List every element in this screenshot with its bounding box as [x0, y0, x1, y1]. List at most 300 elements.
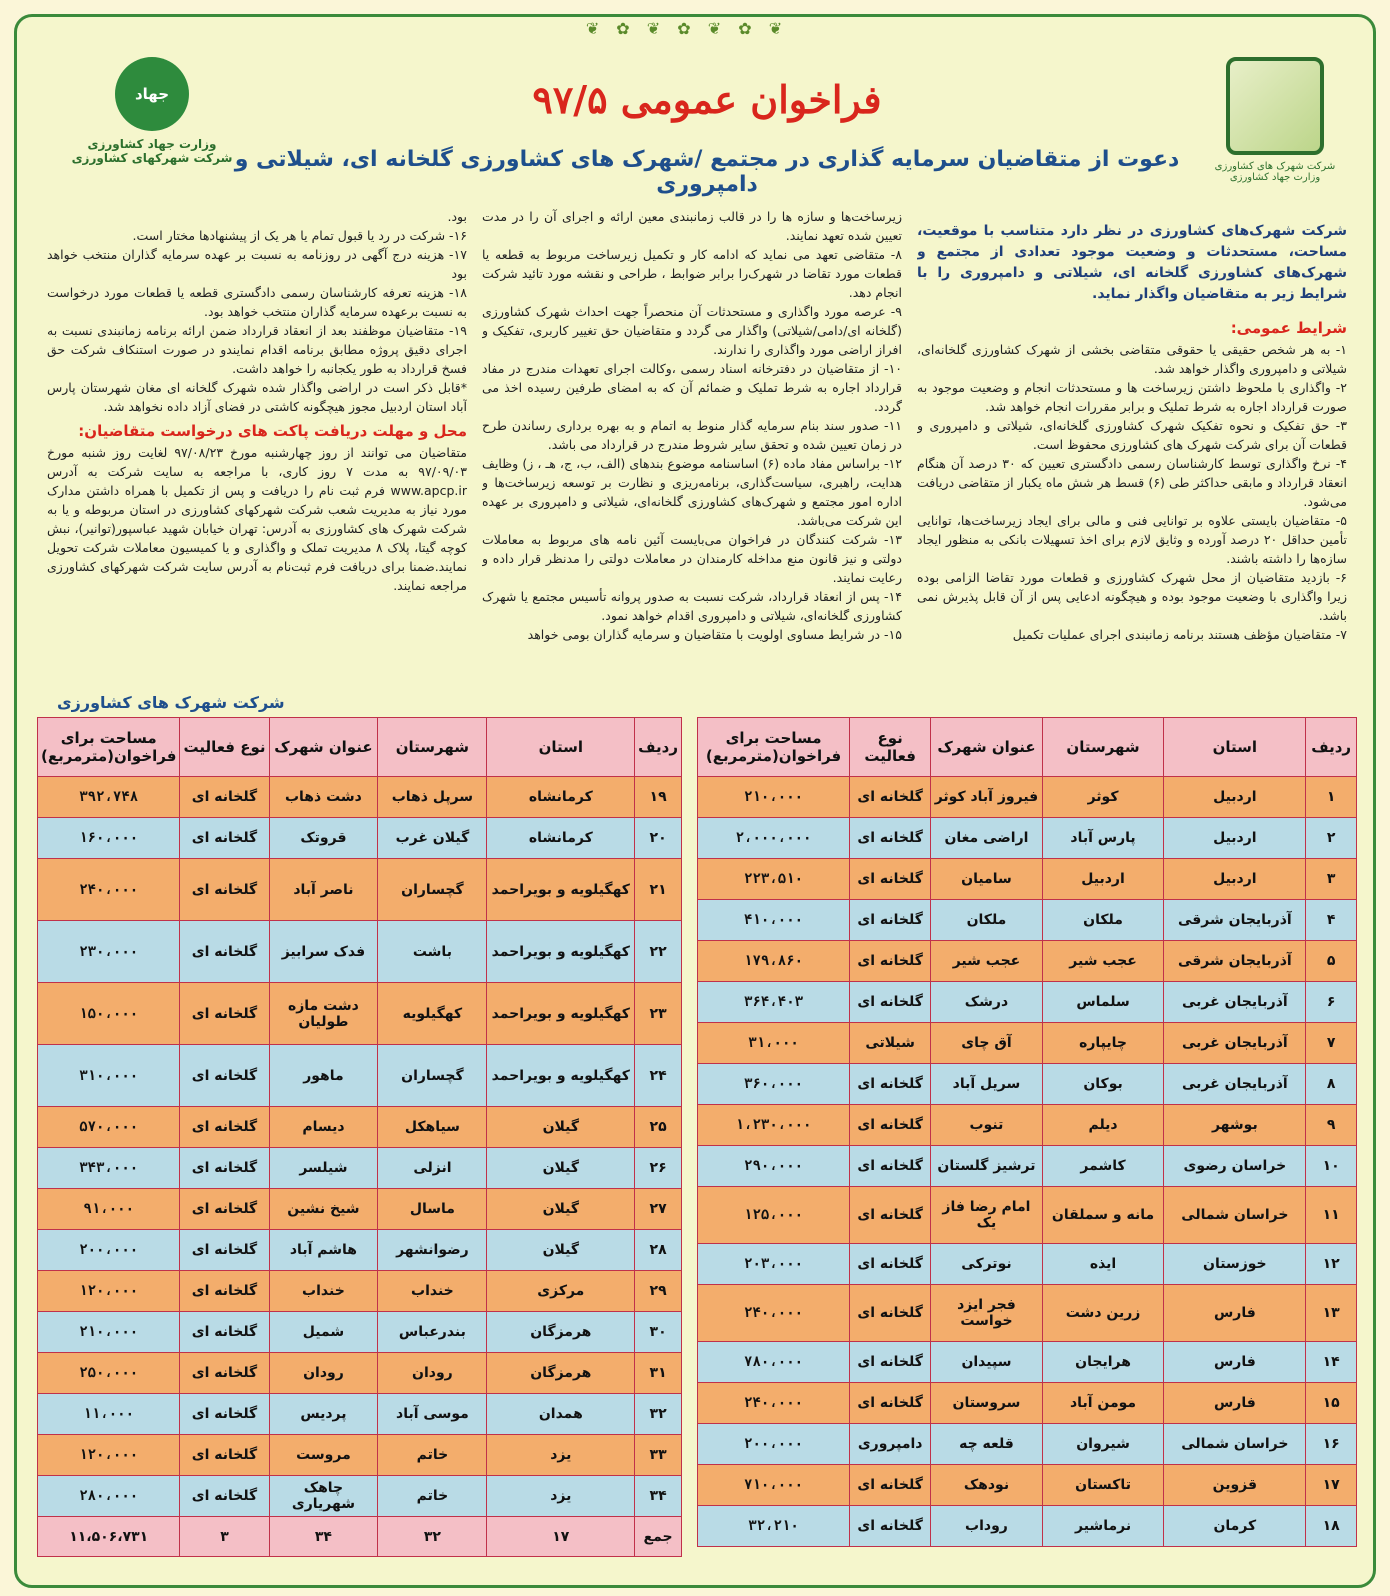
table-cell: عجب شیر — [1042, 941, 1164, 982]
table-cell: گلخانه ای — [180, 1189, 269, 1230]
table-cell: مرکزی — [487, 1271, 635, 1312]
table-cell: ۱۸ — [1306, 1506, 1357, 1547]
column-header: ردیف — [635, 718, 682, 777]
table-row — [38, 1271, 682, 1312]
table-row — [698, 1244, 1357, 1285]
condition-item: ۱۱- صدور سند بنام سرمایه گذار منوط به اتمام و به بهره برداری رساندن طرح در زمان تعیین شده و تحقق سایر شروط مندرج در قرارداد می باشد. — [482, 418, 902, 452]
table-cell: ۳۶۰،۰۰۰ — [698, 1064, 850, 1105]
table-cell: ۱۱ — [1306, 1187, 1357, 1244]
table-cell: گلخانه ای — [850, 1146, 931, 1187]
general-conditions-title: شرایط عمومی: — [1230, 319, 1347, 337]
towns-table-right — [697, 717, 1357, 1547]
table-cell: پارس آباد — [1042, 818, 1164, 859]
table-header-row — [698, 718, 1357, 777]
table-cell: ۲،۰۰۰،۰۰۰ — [698, 818, 850, 859]
table-cell: شیلسر — [269, 1148, 378, 1189]
table-cell: ۲۳۰،۰۰۰ — [38, 921, 180, 983]
table-cell: ۳ — [1306, 859, 1357, 900]
table-cell: گلخانه ای — [180, 983, 269, 1045]
table-row — [698, 1424, 1357, 1465]
table-cell: ۲۷ — [635, 1189, 682, 1230]
table-cell: ۲۴۰،۰۰۰ — [698, 1285, 850, 1342]
table-cell: سلماس — [1042, 982, 1164, 1023]
table-row — [38, 1312, 682, 1353]
page-title: فراخوان عمومی ۹۷/۵ — [532, 77, 882, 122]
table-cell: ۱۲۰،۰۰۰ — [38, 1271, 180, 1312]
table-cell: گلخانه ای — [180, 1435, 269, 1476]
table-cell: سروستان — [931, 1383, 1043, 1424]
table-cell: گلخانه ای — [850, 1105, 931, 1146]
table-cell: ۵۷۰،۰۰۰ — [38, 1107, 180, 1148]
table-cell: ۲۰۰،۰۰۰ — [38, 1230, 180, 1271]
table-cell: ۳۲،۲۱۰ — [698, 1506, 850, 1547]
table-cell: ۲۴ — [635, 1045, 682, 1107]
table-cell: ۲۵۰،۰۰۰ — [38, 1353, 180, 1394]
logo-right-caption: شرکت شهرک های کشاورزی وزارت جهاد کشاورزی — [1214, 161, 1336, 183]
table-cell: شیخ نشین — [269, 1189, 378, 1230]
table-cell: ۲۱۰،۰۰۰ — [38, 1312, 180, 1353]
column-header: نوع فعالیت — [850, 718, 931, 777]
table-cell: ۳۱،۰۰۰ — [698, 1023, 850, 1064]
table-row — [38, 1394, 682, 1435]
table-cell: سیاهکل — [378, 1107, 487, 1148]
table-row — [698, 1285, 1357, 1342]
table-cell: تاکستان — [1042, 1465, 1164, 1506]
table-cell: گیلان غرب — [378, 818, 487, 859]
table-cell: ۲۲ — [635, 921, 682, 983]
condition-item: ۱۶- شرکت در رد یا قبول تمام یا هر یک از پیشنهادها مختار است. — [132, 228, 467, 243]
table-cell: دشت ذهاب — [269, 777, 378, 818]
table-cell: ۳۹۲،۷۴۸ — [38, 777, 180, 818]
table-cell: انزلی — [378, 1148, 487, 1189]
table-cell: قلعه چه — [931, 1424, 1043, 1465]
table-cell: کوثر — [1042, 777, 1164, 818]
submission-instructions: متقاضیان می توانند از روز چهارشنبه مورخ ۹۷/۰۸/۲۳ لغایت روز شنبه مورخ ۹۷/۰۹/۰۳ به مدت ۷ روز کاری، با مراجعه به سایت شرکت به آدرس www.apcp.ir فرم ثبت نام را دریافت و پس از تکمیل با همراه داشتن مدارک مورد نیاز به مدیریت شعب شرکت شهرکهای کشاورزی در استان مربوطه و یا به شرکت شهرک های کشاورزی به آدرس: تهران خیابان شهید عباسپور(توانیر)، نبش کوچه گیتا، پلاک ۸ مدیریت تملک و واگذاری و یا کمیسیون معاملات شرکت تحویل نمایند.ضمنا برای دریافت فرم ثبت‌نام به آدرس سایت شرکت شهرکهای کشاورزی مراجعه نمایند. — [47, 445, 467, 593]
table-cell: ۱۶۰،۰۰۰ — [38, 818, 180, 859]
table-cell: ۳۴ — [635, 1476, 682, 1517]
table-row — [38, 818, 682, 859]
table-row — [38, 1230, 682, 1271]
table-cell: خاتم — [378, 1435, 487, 1476]
table-row — [698, 900, 1357, 941]
table-cell: اردبیل — [1164, 859, 1306, 900]
table-row — [38, 1189, 682, 1230]
table-cell: ۱۹ — [635, 777, 682, 818]
condition-item: ۶- بازدید متقاضیان از محل شهرک کشاورزی و قطعات مورد تقاضا الزامی بوده زیرا واگذاری با وضعیت موجود بوده و هیچگونه ادعایی پس از آن قابل پذیرش نمی باشد. — [917, 570, 1347, 623]
table-cell: گیلان — [487, 1230, 635, 1271]
logo-left-caption-2: شرکت شهرکهای کشاورزی — [71, 151, 233, 165]
table-cell: ناصر آباد — [269, 859, 378, 921]
table-cell: شیلاتی — [850, 1023, 931, 1064]
table-cell: امام رضا فاز یک — [931, 1187, 1043, 1244]
table-cell: گچساران — [378, 1045, 487, 1107]
table-cell: ۴ — [1306, 900, 1357, 941]
table-cell: فدک سرابیز — [269, 921, 378, 983]
table-cell: ۲۴۰،۰۰۰ — [698, 1383, 850, 1424]
table-cell: گچساران — [378, 859, 487, 921]
agricultural-towns-logo — [1205, 57, 1345, 207]
table-cell: باشت — [378, 921, 487, 983]
table-cell: ۱۵۰،۰۰۰ — [38, 983, 180, 1045]
table-cell: گلخانه ای — [180, 1045, 269, 1107]
table-cell: ماهور — [269, 1045, 378, 1107]
condition-item: ۱۸- هزینه تعرفه کارشناسان رسمی دادگستری قطعه یا قطعات مورد درخواست به نسبت برعهده سرمایه گذاران منتخب خواهد بود. — [47, 285, 467, 319]
table-cell: گلخانه ای — [850, 1285, 931, 1342]
condition-item: ۱۹- متقاضیان موظفند بعد از انعقاد قرارداد ضمن ارائه برنامه زمانبندی نسبت به اجرای دقیق پروژه مطابق برنامه اقدام نمایندو در صورت استنکاف شرکت حق فسخ قرارداد به طور یکجانبه را خواهد داشت. — [47, 323, 467, 376]
condition-item: ۹- عرصه مورد واگذاری و مستحدثات آن منحصراً جهت احداث شهرک کشاورزی (گلخانه ای/دامی/شیلاتی) واگذار می گردد و متقاضیان حق تغییر کاربری، تفکیک و افراز اراضی مورد واگذاری را ندارند. — [482, 304, 902, 357]
table-cell: ۵ — [1306, 941, 1357, 982]
table-cell: ۶ — [1306, 982, 1357, 1023]
table-cell: رودان — [378, 1353, 487, 1394]
table-cell: ۲۱۰،۰۰۰ — [698, 777, 850, 818]
column-middle — [482, 207, 902, 717]
table-cell: سرپل ذهاب — [378, 777, 487, 818]
table-cell: ۱۲ — [1306, 1244, 1357, 1285]
table-row — [698, 1506, 1357, 1547]
table-cell: گلخانه ای — [850, 1342, 931, 1383]
table-cell: آذربایجان غربی — [1164, 1064, 1306, 1105]
table-cell: فیروز آباد کوثر — [931, 777, 1043, 818]
table-row — [38, 777, 682, 818]
table-cell: چایپاره — [1042, 1023, 1164, 1064]
table-total-row — [38, 1517, 682, 1557]
table-cell: کرمانشاه — [487, 777, 635, 818]
table-cell: ۱ — [1306, 777, 1357, 818]
table-cell: گلخانه ای — [850, 777, 931, 818]
table-cell: نرماشیر — [1042, 1506, 1164, 1547]
table-cell: شیروان — [1042, 1424, 1164, 1465]
table-cell: فارس — [1164, 1383, 1306, 1424]
page-subtitle: دعوت از متقاضیان سرمایه گذاری در مجتمع /شهرک های کشاورزی گلخانه ای، شیلاتی و دامپروری — [234, 147, 1180, 197]
column-header: عنوان شهرک — [931, 718, 1043, 777]
table-row — [698, 1023, 1357, 1064]
total-cell: ۱۷ — [487, 1517, 635, 1557]
table-cell: مانه و سملقان — [1042, 1187, 1164, 1244]
table-cell: ۷۸۰،۰۰۰ — [698, 1342, 850, 1383]
table-row — [698, 941, 1357, 982]
table-cell: ۱،۲۳۰،۰۰۰ — [698, 1105, 850, 1146]
table-header-row — [38, 718, 682, 777]
table-cell: ۲۱ — [635, 859, 682, 921]
table-cell: ۷۱۰،۰۰۰ — [698, 1465, 850, 1506]
table-cell: ۳۱ — [635, 1353, 682, 1394]
table-cell: ۱۰ — [1306, 1146, 1357, 1187]
table-cell: دامپروری — [850, 1424, 931, 1465]
table-cell: ۱۳ — [1306, 1285, 1357, 1342]
table-row — [698, 777, 1357, 818]
table-cell: خراسان شمالی — [1164, 1187, 1306, 1244]
table-cell: گلخانه ای — [180, 859, 269, 921]
table-cell: ۸ — [1306, 1064, 1357, 1105]
table-cell: ۱۷۹،۸۶۰ — [698, 941, 850, 982]
column-header: عنوان شهرک — [269, 718, 378, 777]
table-row — [698, 1342, 1357, 1383]
table-cell: ۱۵ — [1306, 1383, 1357, 1424]
table-cell: گلخانه ای — [180, 818, 269, 859]
table-cell: ملکان — [931, 900, 1043, 941]
table-cell: ۲۴۰،۰۰۰ — [38, 859, 180, 921]
table-cell: گلخانه ای — [850, 1506, 931, 1547]
table-cell: ۲۰۰،۰۰۰ — [698, 1424, 850, 1465]
table-cell: عجب شیر — [931, 941, 1043, 982]
condition-item: زیرساخت‌ها و سازه ها را در قالب زمانبندی معین ارائه و اجرای آن را در مدت تعیین شده تعهد نمایند. — [482, 209, 902, 243]
table-cell: دیسام — [269, 1107, 378, 1148]
condition-item: ۷- متقاضیان مؤظف هستند برنامه زمانبندی اجرای عملیات تکمیل — [1012, 627, 1347, 642]
table-cell: ۱۱،۰۰۰ — [38, 1394, 180, 1435]
table-cell: اردبیل — [1042, 859, 1164, 900]
jihad-badge-icon: جهاد — [115, 57, 189, 131]
column-right — [917, 207, 1347, 717]
table-cell: گلخانه ای — [180, 1271, 269, 1312]
table-cell: کهگیلویه و بویراحمد — [487, 859, 635, 921]
table-cell: هرمزگان — [487, 1353, 635, 1394]
table-cell: آق چای — [931, 1023, 1043, 1064]
table-cell: گلخانه ای — [180, 1312, 269, 1353]
table-cell: خاتم — [378, 1476, 487, 1517]
condition-item: ۱۳- شرکت کنندگان در فراخوان می‌بایست آئین نامه های مربوط به معاملات دولتی و نیز قانون منع مداخله کارمندان در معاملات دولتی را مدنظر قرار داده و رعایت نمایند. — [482, 532, 902, 585]
table-cell: خنداب — [378, 1271, 487, 1312]
table-cell: ۹ — [1306, 1105, 1357, 1146]
table-cell: بوشهر — [1164, 1105, 1306, 1146]
table-cell: اردبیل — [1164, 818, 1306, 859]
table-cell: گلخانه ای — [850, 941, 931, 982]
total-cell: ۱۱،۵۰۶،۷۳۱ — [38, 1517, 180, 1557]
table-cell: خنداب — [269, 1271, 378, 1312]
table-cell: ۲۰۳،۰۰۰ — [698, 1244, 850, 1285]
table-cell: گلخانه ای — [180, 1107, 269, 1148]
table-row — [698, 1064, 1357, 1105]
table-cell: یزد — [487, 1435, 635, 1476]
condition-item: ۲- واگذاری با ملحوظ داشتن زیرساخت ها و مستحدثات انجام و وضعیت موجود به صورت قرارداد اجاره به شرط تملیک و برابر مقررات انجام خواهد شد. — [917, 380, 1347, 414]
table-row — [698, 1465, 1357, 1506]
table-row — [38, 859, 682, 921]
table-cell: ۲۰ — [635, 818, 682, 859]
table-cell: گلخانه ای — [850, 900, 931, 941]
table-cell: ۷ — [1306, 1023, 1357, 1064]
table-cell: مومن آباد — [1042, 1383, 1164, 1424]
table-cell: بندرعباس — [378, 1312, 487, 1353]
column-header: شهرستان — [378, 718, 487, 777]
table-cell: اراضی مغان — [931, 818, 1043, 859]
table-cell: گلخانه ای — [850, 1064, 931, 1105]
column-header: شهرستان — [1042, 718, 1164, 777]
table-cell: گیلان — [487, 1189, 635, 1230]
table-cell: اردبیل — [1164, 777, 1306, 818]
table-cell: گلخانه ای — [850, 1383, 931, 1424]
signature: شرکت شهرک های کشاورزی — [57, 693, 285, 712]
table-cell: ۱۲۰،۰۰۰ — [38, 1435, 180, 1476]
table-cell: هاشم آباد — [269, 1230, 378, 1271]
table-cell: ایذه — [1042, 1244, 1164, 1285]
table-cell: قروتک — [269, 818, 378, 859]
table-cell: کاشمر — [1042, 1146, 1164, 1187]
table-cell: خوزستان — [1164, 1244, 1306, 1285]
table-row — [698, 982, 1357, 1023]
table-cell: ۱۶ — [1306, 1424, 1357, 1465]
logo-left-caption-1: وزارت جهاد کشاورزی — [87, 137, 217, 151]
table-cell: دشت مازه طولیان — [269, 983, 378, 1045]
condition-item: ۳- حق تفکیک و نحوه تفکیک شهرک کشاورزی گلخانه‌ای، شیلاتی و دامپروری و قطعات آن برای شرکت شهرک های کشاورزی محفوظ است. — [917, 418, 1347, 452]
table-cell: زرین دشت — [1042, 1285, 1164, 1342]
table-cell: ۲۲۳،۵۱۰ — [698, 859, 850, 900]
condition-item: ۱۰- از متقاضیان در دفترخانه اسناد رسمی ،وکالت اجرای تعهدات مندرج در مفاد قرارداد اجاره به شرط تملیک و ضمائم آن که به امضای طرفین رسیده اخذ می گردد. — [482, 361, 902, 414]
table-cell: ۱۲۵،۰۰۰ — [698, 1187, 850, 1244]
condition-item: ۸- متقاضی تعهد می نماید که ادامه کار و تکمیل زیرساخت مربوط به قطعه یا قطعات مورد تقاضا در شهرک‌را برابر ضوابط ، طراحی و نقشه مورد تائید شرکت انجام دهد. — [482, 247, 902, 300]
table-cell: گلخانه ای — [850, 818, 931, 859]
table-cell: ۲۹ — [635, 1271, 682, 1312]
jihad-ministry-logo — [67, 57, 237, 207]
table-cell: کهگیلویه و بویراحمد — [487, 1045, 635, 1107]
condition-item: ۱- به هر شخص حقیقی یا حقوقی متقاضی بخشی از شهرک کشاورزی گلخانه‌ای، شیلاتی و دامپروری واگذار خواهد شد. — [917, 342, 1347, 376]
table-cell: گلخانه ای — [180, 921, 269, 983]
table-row — [698, 1105, 1357, 1146]
column-header: مساحت برای فراخوان(مترمربع) — [38, 718, 180, 777]
table-cell: ۲۳ — [635, 983, 682, 1045]
condition-item: *قابل ذکر است در اراضی واگذار شده شهرک گلخانه ای مغان شهرستان پارس آباد استان اردبیل مجوز هیچگونه کاشتی در فضای آزاد داده نخواهد شد. — [47, 380, 467, 414]
condition-item: ۴- نرخ واگذاری توسط کارشناسان رسمی دادگستری تعیین که ۳۰ درصد آن هنگام انعقاد قرارداد و مابقی حداکثر طی (۶) قسط هر شش ماه یکبار از متقاضی دریافت می‌شود. — [917, 456, 1347, 509]
table-cell: گلخانه ای — [850, 859, 931, 900]
table-cell: روداب — [931, 1506, 1043, 1547]
total-cell: ۳۴ — [269, 1517, 378, 1557]
table-cell: شمیل — [269, 1312, 378, 1353]
table-cell: ۲۵ — [635, 1107, 682, 1148]
table-cell: کهگیلویه و بویراحمد — [487, 983, 635, 1045]
top-ornament-icon: ❦ ✿ ❦ ✿ ❦ ✿ ❦ — [585, 19, 789, 38]
table-cell: ۲۸ — [635, 1230, 682, 1271]
table-cell: گلخانه ای — [850, 1465, 931, 1506]
table-cell: خراسان رضوی — [1164, 1146, 1306, 1187]
table-cell: رضوانشهر — [378, 1230, 487, 1271]
table-row — [38, 1353, 682, 1394]
table-cell: سریل آباد — [931, 1064, 1043, 1105]
column-header: نوع فعالیت — [180, 718, 269, 777]
table-cell: گلخانه ای — [180, 1353, 269, 1394]
table-cell: مروست — [269, 1435, 378, 1476]
table-cell: گلخانه ای — [180, 1230, 269, 1271]
table-row — [38, 1107, 682, 1148]
table-row — [38, 1476, 682, 1517]
table-cell: دیلم — [1042, 1105, 1164, 1146]
table-cell: گیلان — [487, 1148, 635, 1189]
table-row — [38, 983, 682, 1045]
table-cell: آذربایجان غربی — [1164, 982, 1306, 1023]
table-cell: ۹۱،۰۰۰ — [38, 1189, 180, 1230]
table-cell: فجر ایزد خواست — [931, 1285, 1043, 1342]
table-cell: گلخانه ای — [850, 1187, 931, 1244]
table-cell: ترشیز گلستان — [931, 1146, 1043, 1187]
column-header: استان — [1164, 718, 1306, 777]
table-cell: قزوین — [1164, 1465, 1306, 1506]
table-cell: ۴۱۰،۰۰۰ — [698, 900, 850, 941]
table-cell: ۲ — [1306, 818, 1357, 859]
table-cell: ۱۷ — [1306, 1465, 1357, 1506]
table-row — [698, 818, 1357, 859]
table-row — [698, 1146, 1357, 1187]
table-row — [698, 1187, 1357, 1244]
table-cell: ۳۲ — [635, 1394, 682, 1435]
table-row — [698, 859, 1357, 900]
column-header: ردیف — [1306, 718, 1357, 777]
table-cell: آذربایجان غربی — [1164, 1023, 1306, 1064]
table-cell: کرمانشاه — [487, 818, 635, 859]
table-row — [38, 1435, 682, 1476]
table-cell: ۳۶۴،۴۰۳ — [698, 982, 850, 1023]
table-cell: سامیان — [931, 859, 1043, 900]
table-cell: گلخانه ای — [850, 982, 931, 1023]
condition-item: ۱۵- در شرایط مساوی اولویت با متقاضیان و سرمایه گذاران بومی خواهد — [527, 627, 902, 642]
condition-item: ۱۴- پس از انعقاد قرارداد، شرکت نسبت به صدور پروانه تأسیس مجتمع یا شهرک کشاورزی گلخانه‌ای، شیلاتی و دامپروری اقدام خواهد نمود. — [482, 589, 902, 623]
advertisement-page — [14, 14, 1376, 1588]
table-cell: ملکان — [1042, 900, 1164, 941]
table-cell: گلخانه ای — [180, 1394, 269, 1435]
table-cell: آذربایجان شرقی — [1164, 941, 1306, 982]
table-cell: نوترکی — [931, 1244, 1043, 1285]
company-emblem-icon — [1226, 57, 1324, 155]
table-cell: ۱۴ — [1306, 1342, 1357, 1383]
table-cell: هرمزگان — [487, 1312, 635, 1353]
condition-item: بود. — [447, 209, 467, 224]
table-cell: یزد — [487, 1476, 635, 1517]
total-cell: ۳۲ — [378, 1517, 487, 1557]
table-cell: کهگیلویه — [378, 983, 487, 1045]
table-cell: گلخانه ای — [180, 1476, 269, 1517]
table-cell: ۲۹۰،۰۰۰ — [698, 1146, 850, 1187]
table-cell: گلخانه ای — [850, 1244, 931, 1285]
condition-item: ۱۷- هزینه درج آگهی در روزنامه به نسبت بر عهده سرمایه گذاران منتخب خواهد بود — [47, 247, 467, 281]
table-cell: ۳۳ — [635, 1435, 682, 1476]
table-cell: نودهک — [931, 1465, 1043, 1506]
table-cell: فارس — [1164, 1342, 1306, 1383]
table-cell: گلخانه ای — [180, 1148, 269, 1189]
table-row — [698, 1383, 1357, 1424]
table-cell: تنوب — [931, 1105, 1043, 1146]
table-cell: کهگیلویه و بویراحمد — [487, 921, 635, 983]
table-row — [38, 1148, 682, 1189]
column-header: استان — [487, 718, 635, 777]
submission-deadline-title: محل و مهلت دریافت پاکت های درخواست متقاضیان: — [78, 422, 467, 440]
total-cell: جمع — [635, 1517, 682, 1557]
condition-item: ۵- متقاضیان بایستی علاوه بر توانایی فنی و مالی برای ایجاد زیرساخت‌ها، توانایی تأمین حداقل ۲۰ درصد آورده و وثایق لازم برای اخذ تسهیلات بانکی به منظور ایجاد سازه‌ها را داشته باشند. — [917, 513, 1347, 566]
table-cell: چاهک شهریاری — [269, 1476, 378, 1517]
column-left — [47, 207, 467, 717]
table-cell: ۳۰ — [635, 1312, 682, 1353]
table-cell: موسی آباد — [378, 1394, 487, 1435]
table-cell: درشک — [931, 982, 1043, 1023]
table-row — [38, 921, 682, 983]
table-cell: ماسال — [378, 1189, 487, 1230]
table-cell: فارس — [1164, 1285, 1306, 1342]
table-cell: گیلان — [487, 1107, 635, 1148]
table-cell: ۳۱۰،۰۰۰ — [38, 1045, 180, 1107]
table-cell: آذربایجان شرقی — [1164, 900, 1306, 941]
table-cell: رودان — [269, 1353, 378, 1394]
table-cell: پردیس — [269, 1394, 378, 1435]
table-cell: کرمان — [1164, 1506, 1306, 1547]
table-cell: گلخانه ای — [180, 777, 269, 818]
table-cell: ۲۸۰،۰۰۰ — [38, 1476, 180, 1517]
table-row — [38, 1045, 682, 1107]
table-cell: هرایجان — [1042, 1342, 1164, 1383]
towns-table-left — [37, 717, 682, 1557]
table-cell: ۲۶ — [635, 1148, 682, 1189]
intro-text: شرکت شهرک‌های کشاورزی در نظر دارد متناسب با موقعیت، مساحت، مستحدثات و وضعیت موجود تعدادی از مجتمع و شهرک‌های کشاورزی گلخانه ای، شیلاتی و دامپروری را با شرایط زیر به متقاضیان واگذار نماید. — [917, 223, 1347, 302]
conditions-columns — [47, 207, 1347, 717]
total-cell: ۳ — [180, 1517, 269, 1557]
table-cell: ۳۴۳،۰۰۰ — [38, 1148, 180, 1189]
table-cell: همدان — [487, 1394, 635, 1435]
table-cell: بوکان — [1042, 1064, 1164, 1105]
column-header: مساحت برای فراخوان(مترمربع) — [698, 718, 850, 777]
